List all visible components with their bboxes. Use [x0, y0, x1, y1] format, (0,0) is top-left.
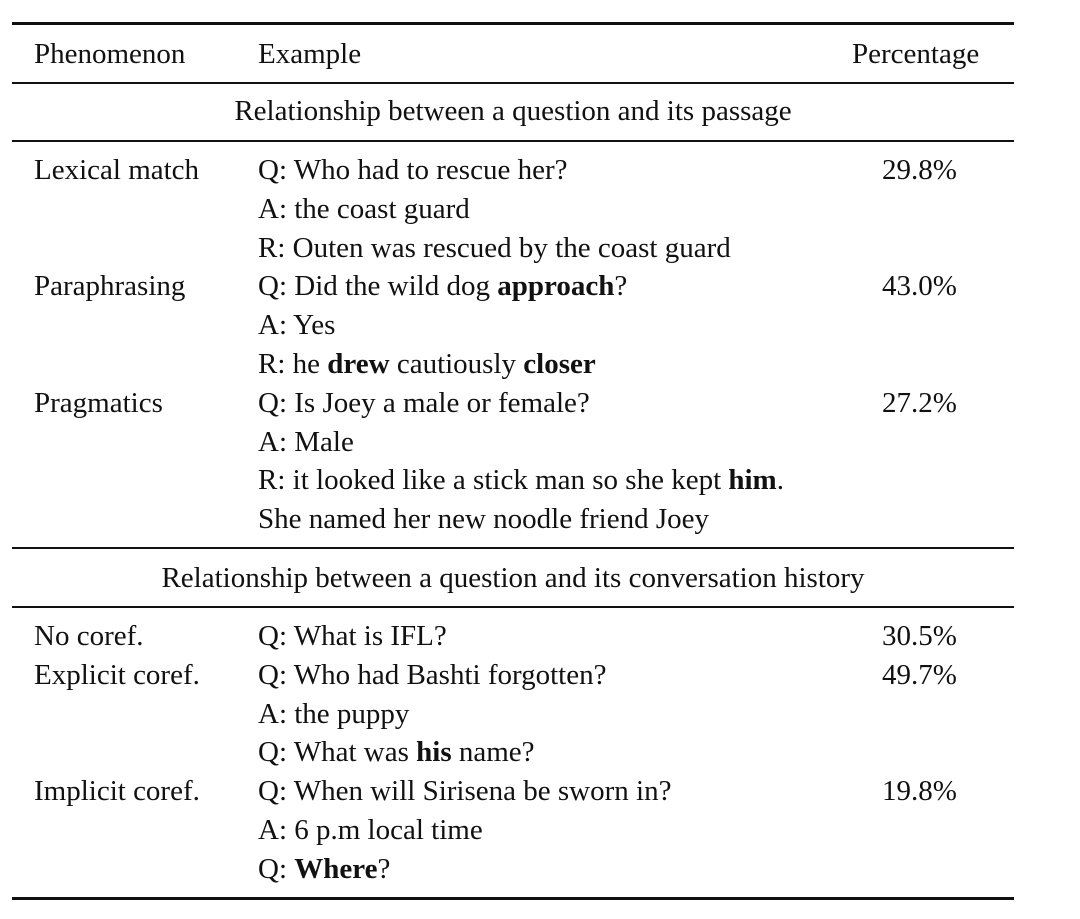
bold-span: Where [294, 853, 378, 885]
example-line [258, 190, 470, 229]
text-span: Q: What is IFL? [258, 620, 447, 652]
phenomenon-no-coref: No coref. [34, 620, 144, 652]
example-line [258, 617, 447, 656]
text-span: Q: What was [258, 736, 417, 768]
percentage-explicit-coref: 49.7% [882, 659, 957, 691]
text-span: A: 6 p.m local time [258, 814, 483, 846]
example-line [258, 151, 567, 190]
percentage-paraphrasing: 43.0% [882, 270, 957, 302]
text-span: ? [377, 853, 391, 885]
text-span: Q: Is Joey a male or female? [258, 387, 590, 419]
top-rule [12, 22, 1014, 25]
text-span: R: it looked like a stick man so she kept [258, 464, 729, 496]
header-phenomenon: Phenomenon [34, 38, 186, 70]
phenomenon-paraphrasing: Paraphrasing [34, 270, 186, 302]
text-span: A: Male [258, 426, 354, 458]
percentage-implicit-coref: 19.8% [882, 775, 957, 807]
percentage-pragmatics: 27.2% [882, 387, 957, 419]
example-line [258, 772, 671, 811]
header-example: Example [258, 38, 362, 70]
text-span: Q: Did the wild dog [258, 270, 498, 302]
phenomenon-lexical-match: Lexical match [34, 154, 200, 186]
example-line [258, 656, 606, 695]
text-span: Q: When will Sirisena be sworn in? [258, 775, 672, 807]
text-span: R: Outen was rescued by the coast guard [258, 232, 731, 264]
phenomenon-explicit-coref: Explicit coref. [34, 659, 200, 691]
example-line [258, 267, 627, 306]
text-span: R: he [258, 348, 328, 380]
section-rule [12, 140, 1014, 142]
text-span: She named her new noodle friend Joey [258, 503, 709, 535]
bold-span: him [728, 464, 777, 496]
text-span: . [776, 464, 784, 496]
text-span: Q: [258, 853, 295, 885]
example-line [258, 384, 590, 423]
example-line [258, 811, 483, 850]
bold-span: approach [497, 270, 615, 302]
text-span: ? [614, 270, 628, 302]
text-span: name? [451, 736, 535, 768]
phenomenon-pragmatics: Pragmatics [34, 387, 163, 419]
percentage-lexical-match: 29.8% [882, 154, 957, 186]
bottom-rule [12, 897, 1014, 900]
section-title-passage: Relationship between a question and its passage [234, 95, 792, 127]
phenomenon-implicit-coref: Implicit coref. [34, 775, 200, 807]
example-line [258, 500, 709, 539]
text-span: A: the coast guard [258, 193, 470, 225]
bold-span: closer [523, 348, 596, 380]
text-span: Q: Who had to rescue her? [258, 154, 568, 186]
example-line [258, 229, 731, 268]
percentage-no-coref: 30.5% [882, 620, 957, 652]
text-span: A: the puppy [258, 698, 410, 730]
example-line [258, 345, 596, 384]
header-percentage: Percentage [852, 38, 980, 70]
section-title-history: Relationship between a question and its conversation history [161, 562, 865, 594]
example-line [258, 733, 535, 772]
example-line [258, 306, 335, 345]
bold-span: drew [327, 348, 390, 380]
text-span: cautiously [389, 348, 524, 380]
example-line [258, 850, 390, 889]
section-rule [12, 547, 1014, 549]
example-line [258, 423, 354, 462]
example-line [258, 695, 409, 734]
text-span: Q: Who had Bashti forgotten? [258, 659, 607, 691]
text-span: A: Yes [258, 309, 336, 341]
section-rule [12, 606, 1014, 608]
bold-span: his [416, 736, 452, 768]
example-line [258, 461, 784, 500]
header-rule [12, 82, 1014, 84]
